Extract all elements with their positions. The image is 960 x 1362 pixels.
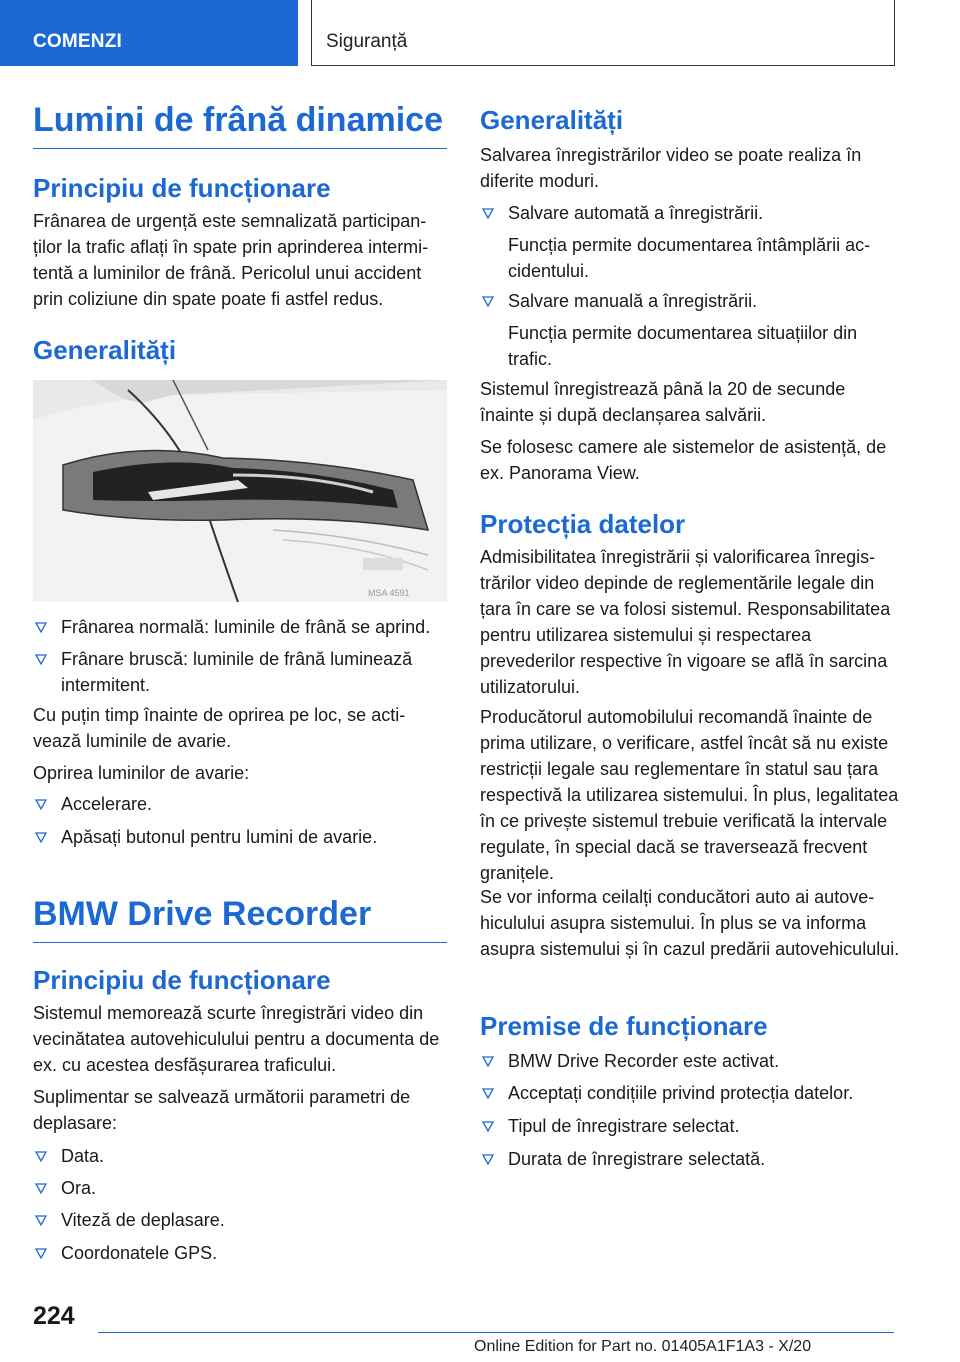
triangle-bullet-icon [35,1183,47,1194]
footer-divider [98,1332,894,1333]
privacy-text-2: Producătorul automobilului recomandă înainte de prima utilizare, o verificare, astfel încât să nu existe restricții legale sau reglementare în statul sau țara respectivă la utilizarea sistemului. În plus, legalitatea în ce privește sistemul trebuie verificată la intervale regulate, în special dacă se traversează frecvent granițele. [480,707,899,883]
list-item: Acceptați condițiile privind protecția datelor. [480,1080,900,1106]
principle-text: Frânarea de urgență este semnalizată participanților la trafic aflați în spate prin aprinderea intermitentă a luminilor de frână. Pericolul unui accident prin coliziune din spate poate fi astfel redus. [33,211,429,309]
prereq-heading: Premise de funcționare [480,1011,768,1041]
list-item: Apăsați butonul pentru lumini de avarie. [33,824,447,850]
list-item: Coordonatele GPS. [33,1240,447,1266]
page-title: Lumini de frână dinamice [33,100,447,149]
triangle-bullet-icon [35,654,47,665]
triangle-bullet-icon [35,1215,47,1226]
list-item: Data. [33,1143,447,1169]
list-item: BMW Drive Recorder este activat. [480,1048,900,1074]
principle-heading-2: Principiu de funcționare [33,965,331,995]
triangle-bullet-icon [35,622,47,633]
general-text: Salvarea înregistrărilor video se poate realiza în diferite moduri. [480,145,862,191]
tail-light-illustration [33,380,447,602]
tail-light-image [33,380,447,602]
general-heading: Generalități [33,335,177,365]
triangle-bullet-icon [35,1151,47,1162]
list-item: Salvare manuală a înregistrării. [480,288,900,314]
bullet-subtext: Funcția permite documentarea situațiilor din trafic. [508,323,858,369]
list-item: Durata de înregistrare selectată. [480,1146,900,1172]
principle-heading: Principiu de funcționare [33,173,331,203]
bullet-subtext: Funcția permite documentarea întâmplării accidentului. [508,235,871,281]
list-item: Frânarea normală: luminile de frână se aprind. [33,614,447,640]
chapter-tab[interactable]: COMENZI [0,0,298,66]
privacy-text-3: Se vor informa ceilalți conducători auto ai autovehiculului asupra sistemului. În plus se va informa asupra sistemului și în cazul predării autovehiculului. [480,887,900,959]
privacy-text-1: Admisibilitatea înregistrării și valorificarea înregistrărilor video depinde de reglementările legale din țara în care se va folosi sistemul. Responsabilitatea pentru utilizarea sistemului și respectarea prevederilor respective în vigoare se află în sarcina utilizatorului. [480,547,891,697]
figure-code: MSA 4591 [368,588,410,598]
twenty-seconds-text: Sistemul înregistrează până la 20 de secunde înainte și după declanșarea salvării. [480,379,846,425]
page-number: 224 [33,1302,75,1330]
triangle-bullet-icon [482,208,494,219]
list-item: Ora. [33,1175,447,1201]
stop-hazard-text: Oprirea luminilor de avarie: [33,763,250,783]
section-title-drive-recorder: BMW Drive Recorder [33,894,447,943]
section-title: Siguranță [311,0,895,66]
triangle-bullet-icon [482,1056,494,1067]
triangle-bullet-icon [482,296,494,307]
general-heading-right: Generalități [480,105,624,135]
list-item: Tipul de înregistrare selectat. [480,1113,900,1139]
triangle-bullet-icon [35,799,47,810]
recorder-text: Sistemul memorează scurte înregistrări video din vecinătatea autovehiculului pentru a documenta de ex. cu acestea desfășurarea traficului. [33,1003,440,1075]
params-text: Suplimentar se salvează următorii parametri de deplasare: [33,1087,411,1133]
edition-text: Online Edition for Part no. 01405A1F1A3 - X/20 [474,1338,812,1355]
triangle-bullet-icon [35,1248,47,1259]
triangle-bullet-icon [35,832,47,843]
triangle-bullet-icon [482,1154,494,1165]
cameras-text: Se folosesc camere ale sistemelor de asistență, de ex. Panorama View. [480,437,887,483]
list-item: Accelerare. [33,791,447,817]
list-item: Viteză de deplasare. [33,1207,447,1233]
privacy-heading: Protecția datelor [480,509,686,539]
hazard-text: Cu puțin timp înainte de oprirea pe loc, se activează luminile de avarie. [33,705,406,751]
list-item: Salvare automată a înregistrării. [480,200,900,226]
triangle-bullet-icon [482,1088,494,1099]
list-item: Frânare bruscă: luminile de frână luminează intermitent. [33,646,447,698]
triangle-bullet-icon [482,1121,494,1132]
